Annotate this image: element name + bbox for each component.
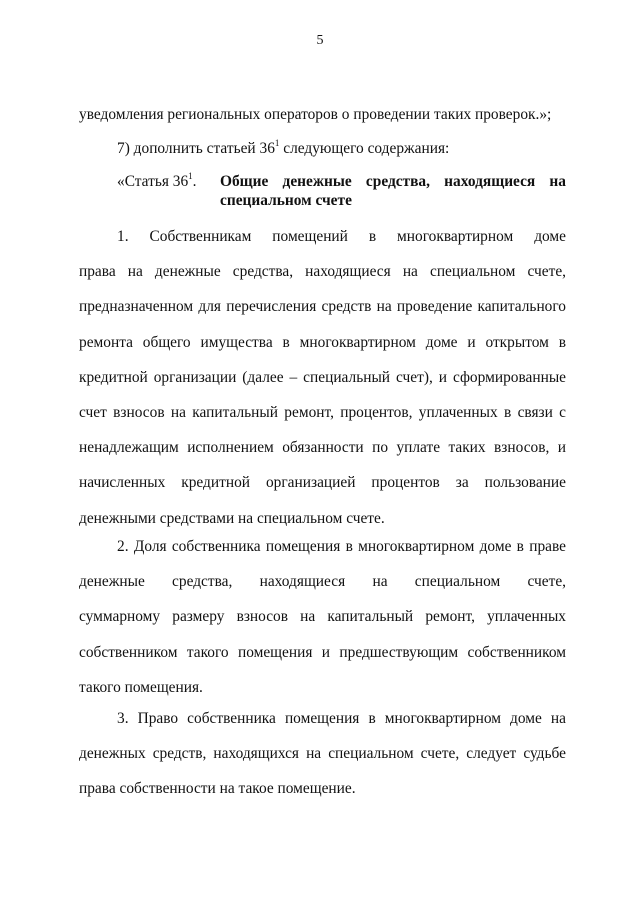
paragraph-line: начисленных кредитной организацией процентов за пользование [79, 474, 566, 492]
paragraph-line: кредитной организации (далее – специальный счет), и сформированные [79, 368, 566, 386]
paragraph-line: собственником такого помещения и предшествующим собственником [79, 643, 566, 661]
paragraph-line: денежных средств, находящихся на специальном счете, следует судьбе [79, 745, 566, 763]
article-title-line-2: специальном счете [220, 192, 352, 209]
paragraph-line: предназначенном для перечисления средств на проведение капитального [79, 298, 566, 316]
paragraph-line: 3. Право собственника помещения в многоквартирном доме на [117, 710, 566, 727]
paragraph-line: права на денежные средства, находящиеся на специальном счете, [79, 263, 566, 281]
paragraph-line: суммарному размеру взносов на капитальный ремонт, уплаченных [79, 608, 566, 626]
intro-text [79, 97, 566, 132]
item-7-line [79, 131, 566, 166]
article-label-superscript: 1 [188, 171, 193, 181]
paragraph-line: ненадлежащим исполнением обязанности по уплате таких взносов, и [79, 439, 566, 457]
article-title-line-1: Общие денежные средства, находящиеся на [220, 173, 566, 190]
paragraph-line: денежные средства, находящиеся на специальном счете, [79, 573, 566, 591]
paragraph-line: такого помещения. [79, 678, 203, 696]
paragraph-line: 2. Доля собственника помещения в многоквартирном доме в праве [117, 538, 566, 555]
paragraph-line: права собственности на такое помещение. [79, 780, 356, 798]
paragraph-line: денежными средствами на специальном счете. [79, 509, 385, 527]
item-7-text: 7) дополнить статьей 36 [117, 140, 275, 157]
article-heading [117, 172, 566, 210]
intro-line: уведомления региональных операторов о проведении таких проверок.»; [79, 106, 552, 123]
item-7-tail: следующего содержания: [279, 140, 450, 157]
paragraph-3 [79, 701, 566, 807]
page-number: 5 [316, 33, 324, 48]
paragraph-line: счет взносов на капитальный ремонт, процентов, уплаченных в связи с [79, 403, 566, 421]
paragraph-2 [79, 529, 566, 705]
article-label: «Статья $36^1$. [117, 171, 197, 190]
item-7-superscript: 1 [274, 138, 280, 148]
paragraph-line: 1. Собственникам помещений в многоквартирном доме [117, 228, 566, 245]
paragraph-1 [79, 219, 566, 536]
item-7 [79, 131, 566, 166]
paragraph-line: ремонта общего имущества в многоквартирном доме и открытом в [79, 333, 566, 351]
